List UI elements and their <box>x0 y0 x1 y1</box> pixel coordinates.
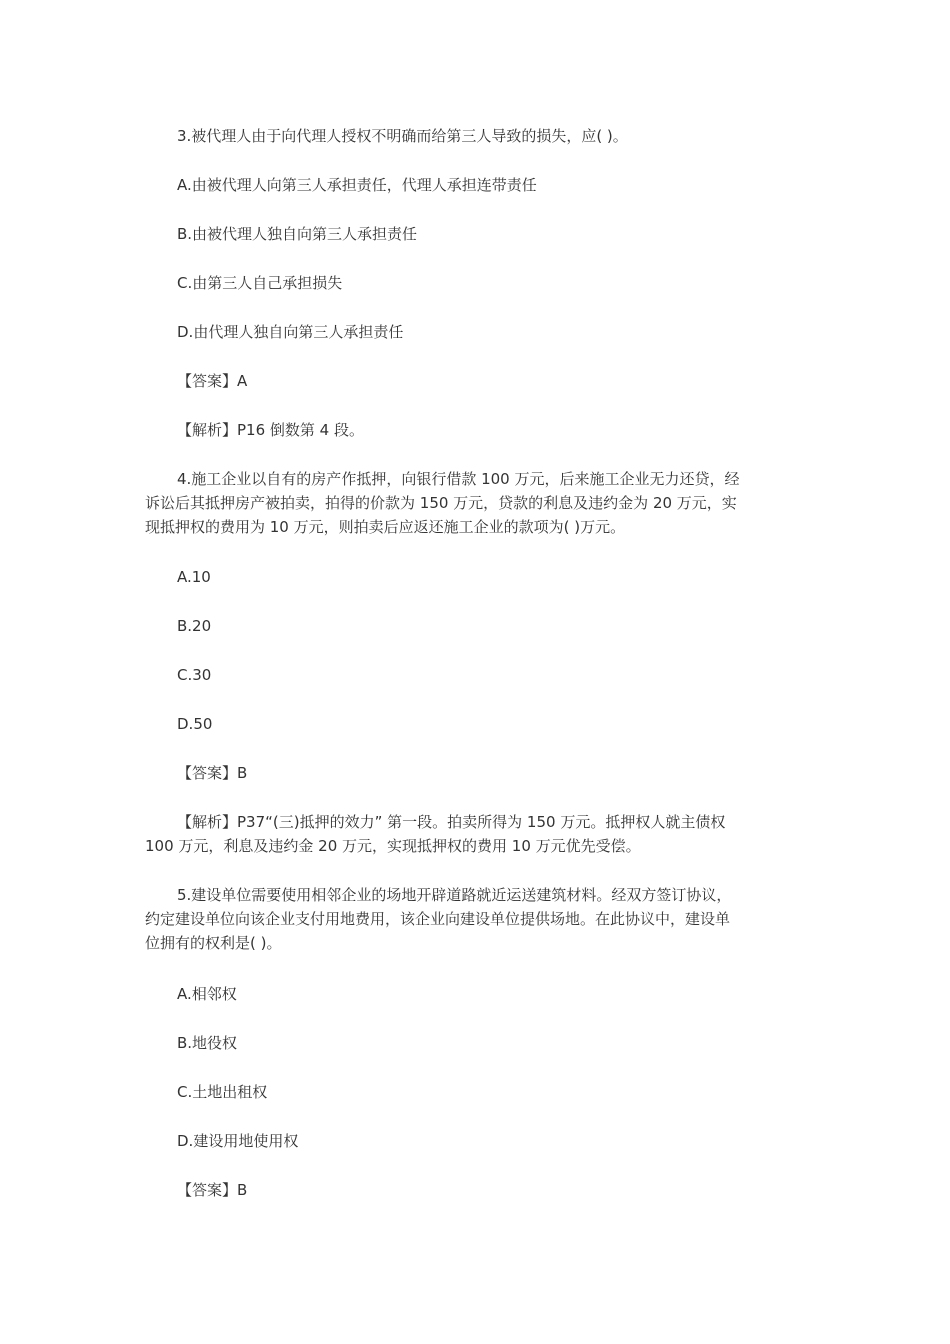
q5-answer: 【答案】B <box>177 1181 248 1199</box>
q5-option-a: A.相邻权 <box>177 985 237 1003</box>
q5-stem-line-3: 位拥有的权利是( )。 <box>145 934 282 952</box>
q3-option-c: C.由第三人自己承担损失 <box>177 274 343 292</box>
q5-stem-line-1: 5.建设单位需要使用相邻企业的场地开辟道路就近运送建筑材料。经双方签订协议， <box>177 886 732 904</box>
q4-analysis-line-2: 100 万元，利息及违约金 20 万元，实现抵押权的费用 10 万元优先受偿。 <box>145 837 641 855</box>
q4-analysis-line-1: 【解析】P37“(三)抵押的效力” 第一段。拍卖所得为 150 万元。抵押权人就主债权 <box>177 813 726 831</box>
q3-option-d: D.由代理人独自向第三人承担责任 <box>177 323 404 341</box>
q4-option-c: C.30 <box>177 666 212 684</box>
q3-stem: 3.被代理人由于向代理人授权不明确而给第三人导致的损失，应( )。 <box>177 127 628 145</box>
q3-option-b: B.由被代理人独自向第三人承担责任 <box>177 225 418 243</box>
q4-option-d: D.50 <box>177 715 213 733</box>
q4-option-b: B.20 <box>177 617 212 635</box>
q5-stem-line-2: 约定建设单位向该企业支付用地费用，该企业向建设单位提供场地。在此协议中，建设单 <box>145 910 731 928</box>
q3-answer: 【答案】A <box>177 372 248 390</box>
q3-analysis: 【解析】P16 倒数第 4 段。 <box>177 421 364 439</box>
q5-option-c: C.土地出租权 <box>177 1083 268 1101</box>
q4-stem-line-2: 诉讼后其抵押房产被拍卖，拍得的价款为 150 万元，贷款的利息及违约金为 20 万元，实 <box>145 494 737 512</box>
q5-option-d: D.建设用地使用权 <box>177 1132 299 1150</box>
q4-stem-line-1: 4.施工企业以自有的房产作抵押，向银行借款 100 万元，后来施工企业无力还贷，经 <box>177 470 740 488</box>
q5-option-b: B.地役权 <box>177 1034 238 1052</box>
q4-answer: 【答案】B <box>177 764 248 782</box>
q4-stem-line-3: 现抵押权的费用为 10 万元，则拍卖后应返还施工企业的款项为( )万元。 <box>145 518 626 536</box>
q4-option-a: A.10 <box>177 568 211 586</box>
q3-option-a: A.由被代理人向第三人承担责任，代理人承担连带责任 <box>177 176 537 194</box>
